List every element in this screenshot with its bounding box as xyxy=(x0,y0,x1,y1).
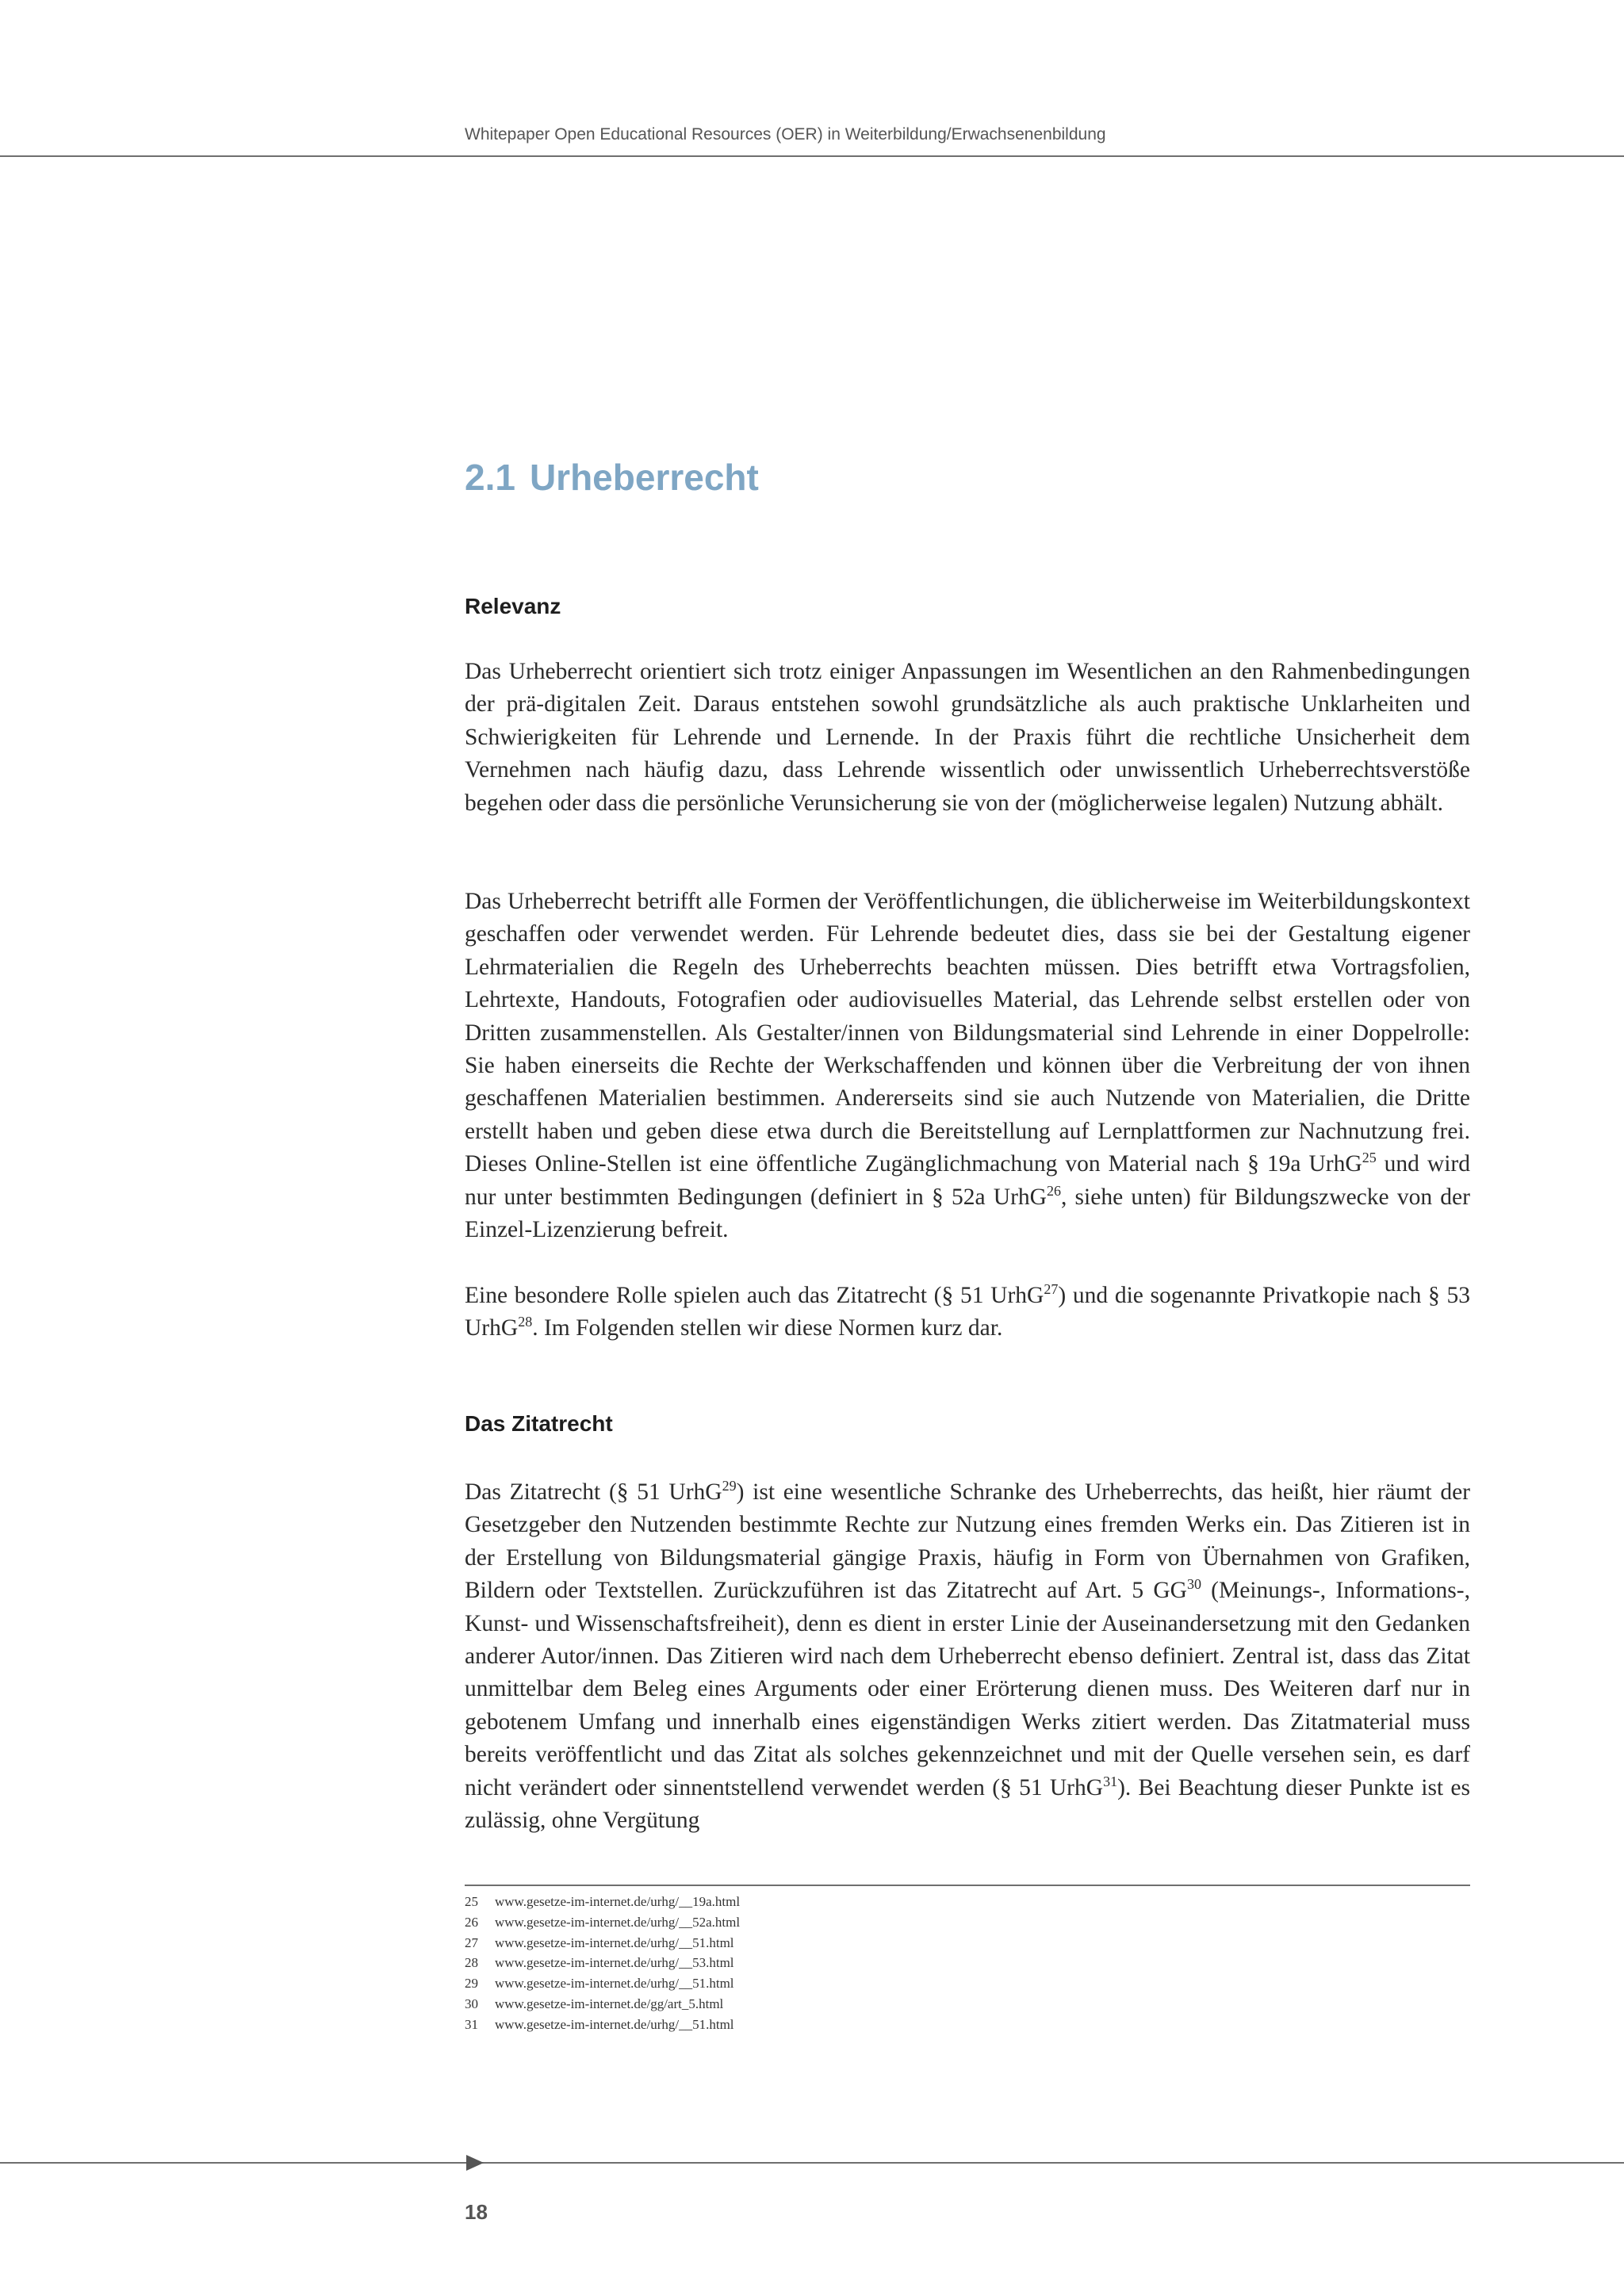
running-header: Whitepaper Open Educational Resources (OER) in Weiterbildung/Erwachsenenbildung xyxy=(465,125,1106,144)
text-segment: ) ist eine wesentliche Schranke des Urheberrechts, das heißt, hier räumt der Gesetzgeber den Nutzenden bestimmte Rechte zur Nutzung eines fremden Werks ein. Das Zitieren ist in der Erstellung von Bildungsmaterial gängige Praxis, häufig in Form von Übernahmen von Grafiken, Bildern oder Textstellen. Zurückzuführen ist das Zitatrecht auf Art. 5 GG xyxy=(465,1479,1470,1604)
footnote-number: 29 xyxy=(465,1976,478,1992)
footnote-link[interactable]: www.gesetze-im-internet.de/urhg/__52a.html xyxy=(495,1914,741,1930)
footnote-item xyxy=(465,1933,740,1954)
footnote-ref: 29 xyxy=(722,1478,737,1494)
footnote-ref: 30 xyxy=(1186,1576,1201,1593)
text-segment: . Im Folgenden stellen wir diese Normen kurz dar. xyxy=(532,1315,1003,1341)
footnote-link[interactable]: www.gesetze-im-internet.de/urhg/__51.html xyxy=(495,1976,734,1992)
text-segment: , siehe unten) für Bildungszwecke von der Einzel-Lizenzierung befreit. xyxy=(465,1184,1470,1243)
paragraph-relevanz-2 xyxy=(465,886,1470,1246)
page-number: 18 xyxy=(465,2200,488,2224)
footnote-ref: 31 xyxy=(1103,1773,1118,1789)
footnote-link[interactable]: www.gesetze-im-internet.de/urhg/__53.html xyxy=(495,1955,734,1971)
footnote-ref: 25 xyxy=(1362,1150,1377,1166)
footnote-link[interactable]: www.gesetze-im-internet.de/urhg/__19a.html xyxy=(495,1894,741,1909)
footnote-list xyxy=(465,1892,740,2035)
header-rule xyxy=(0,155,1624,157)
footnote-number: 31 xyxy=(465,2016,478,2032)
text-segment: Eine besondere Rolle spielen auch das Zitatrecht (§ 51 UrhG xyxy=(465,1283,1044,1308)
footnote-link[interactable]: www.gesetze-im-internet.de/gg/art_5.html xyxy=(495,1996,724,2011)
footnote-ref: 28 xyxy=(518,1314,533,1330)
footnote-link[interactable]: www.gesetze-im-internet.de/urhg/__51.html xyxy=(495,2016,734,2032)
footnote-number: 25 xyxy=(465,1894,478,1909)
footnote-item xyxy=(465,1953,740,1973)
text-segment: und wird nur unter bestimmten Bedingungen (definiert in § 52a UrhG xyxy=(465,1151,1470,1210)
footnote-link[interactable]: www.gesetze-im-internet.de/urhg/__51.html xyxy=(495,1934,734,1950)
footnote-item xyxy=(465,1892,740,1912)
footnote-number: 30 xyxy=(465,1996,478,2011)
section-number: 2.1 xyxy=(465,457,515,498)
footnote-ref: 26 xyxy=(1046,1182,1061,1199)
subheading-zitatrecht: Das Zitatrecht xyxy=(465,1411,613,1436)
footnote-item xyxy=(465,1973,740,1994)
text-segment: Das Urheberrecht betrifft alle Formen der Veröffentlichungen, die üblicherweise im Weiterbildungskontext geschaffen oder verwendet werden. Für Lehrende bedeutet dies, dass sie bei der Gestaltung eigener Lehrmaterialien die Regeln des Urheberrechts beachten müssen. Dies betrifft etwa Vortragsfolien, Lehrtexte, Handouts, Fotografien oder audiovisuelles Material, das Lehrende selbst erstellen oder von Dritten zusammenstellen. Als Gestalter/innen von Bildungsmaterial sind Lehrende in einer Doppelrolle: Sie haben einerseits die Rechte der Werkschaffenden und können über die Verbreitung der von ihnen geschaffenen Materialien bestimmen. Andererseits sind sie auch Nutzende von Materialien, die Dritte erstellt haben und geben diese etwa durch die Bereitstellung auf Lernplattformen zur Nachnutzung frei. Dieses Online-Stellen ist eine öffentliche Zugänglichmachung von Material nach § 19a UrhG xyxy=(465,889,1470,1177)
footnote-number: 28 xyxy=(465,1955,478,1971)
text-segment: ) und die sogenannte Privatkopie nach § 53 UrhG xyxy=(465,1283,1471,1341)
paragraph-zitatrecht-1 xyxy=(465,1476,1470,1837)
paragraph-relevanz-3 xyxy=(465,1280,1470,1345)
arrow-right-icon xyxy=(466,2155,484,2171)
footnote-item xyxy=(465,2015,740,2035)
footnote-number: 26 xyxy=(465,1914,478,1930)
text-segment: Das Zitatrecht (§ 51 UrhG xyxy=(465,1479,722,1505)
footnote-number: 27 xyxy=(465,1934,478,1950)
section-title-text: Urheberrecht xyxy=(529,457,759,498)
subheading-relevanz: Relevanz xyxy=(465,594,561,618)
footer-rule xyxy=(0,2162,1624,2164)
footnote-item xyxy=(465,1994,740,2015)
section-title xyxy=(465,456,759,499)
text-segment: ). Bei Beachtung dieser Punkte ist es zulässig, ohne Vergütung xyxy=(465,1774,1470,1834)
paragraph-relevanz-1: Das Urheberrecht orientiert sich trotz einiger Anpassungen im Wesentlichen an den Rahmenbedingungen der prä-digitalen Zeit. Daraus entstehen sowohl grundsätzliche als auch praktische Unklarheiten und Schwierigkeiten für Lehrende und Lernende. In der Praxis führt die rechtliche Unsicherheit dem Vernehmen nach häufig dazu, dass Lehrende wissentlich oder unwissentlich Urheberrechtsverstöße begehen oder dass die persönliche Verunsicherung sie von der (möglicherweise legalen) Nutzung abhält. xyxy=(465,659,1470,816)
footnote-item xyxy=(465,1912,740,1933)
footnote-ref: 27 xyxy=(1044,1281,1059,1298)
footnote-rule xyxy=(465,1885,1470,1886)
text-segment: (Meinungs-, Informations-, Kunst- und Wissenschaftsfreiheit), denn es dient in erster Linie der Auseinandersetzung mit den Gedanken anderer Autor/innen. Das Zitieren wird nach dem Urheberrecht ebenso definiert. Zentral ist, dass das Zitat unmittelbar dem Beleg eines Arguments oder einer Erörterung dienen muss. Des Weiteren darf nur in gebotenem Umfang und innerhalb eines eigenständigen Werks zitiert werden. Das Zitatmaterial muss bereits veröffentlicht und das Zitat als solches gekennzeichnet und mit der Quelle versehen sein, es darf nicht verändert oder sinnentstellend verwendet werden (§ 51 UrhG xyxy=(465,1578,1470,1800)
